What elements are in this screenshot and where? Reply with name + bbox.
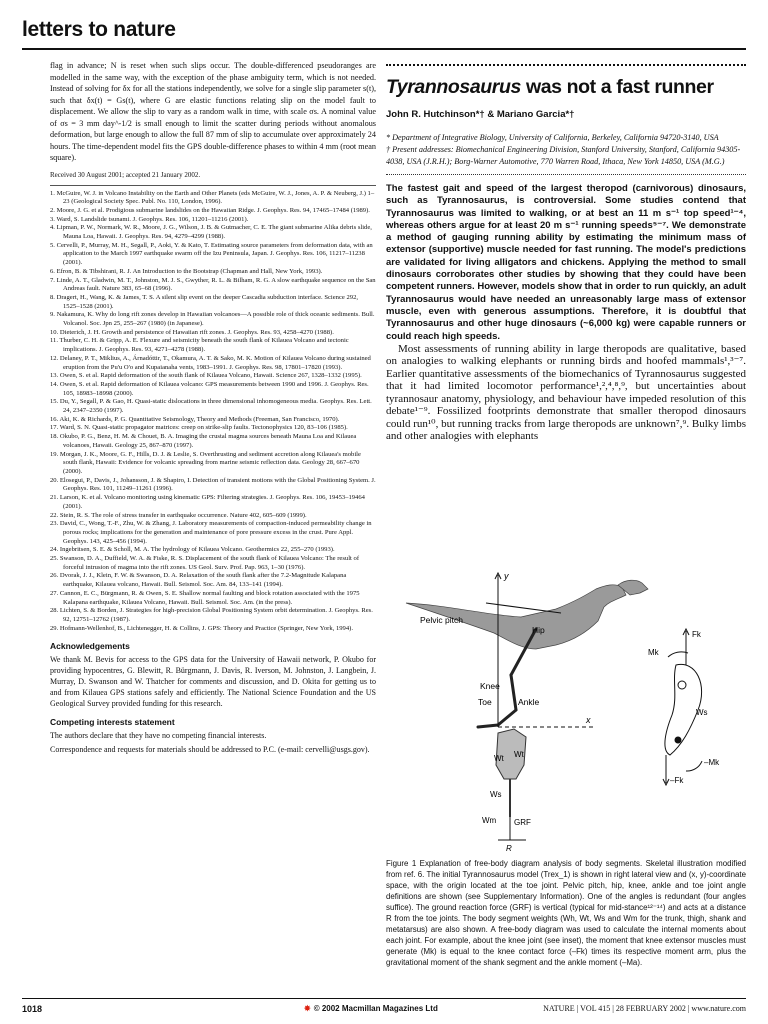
title-rest: was not a fast runner — [520, 76, 714, 98]
affiliation-2: † Present addresses: Biomechanical Engineering Division, Stanford University, Stanford, California 94305-4038, USA (J.R.H.); Borg-Warner Automotive, 770 Warren Road, Ithaca, New York 14850, USA (M.G.) — [386, 145, 741, 166]
competing-interests-text: The authors declare that they have no competing financial interests. — [50, 731, 267, 741]
label-grf: GRF — [514, 818, 531, 827]
reference-item: 1. McGuire, W. J. in Volcano Instability on the Earth and Other Planets (eds McGuire, W. J., Jones, A. P. & Neuberg, J.) 1–23 (Geological Society Spec. Publ. No. 110, London, 1996). — [50, 189, 375, 206]
left-column — [50, 60, 376, 758]
reference-item: 6. Efron, B. & Tibshirani, R. J. An Introduction to the Bootstrap (Chapman and Hall, New York, 1993). — [50, 267, 323, 275]
header-rule — [22, 48, 746, 50]
article-title — [386, 76, 746, 99]
reference-list — [50, 190, 376, 634]
label-wm: Wm — [482, 816, 497, 825]
reference-item: 29. Hofmann-Wellenhof, B., Lichtenegger, H. & Collins, J. GPS: Theory and Practice (Springer, New York, 1994). — [50, 624, 353, 632]
page-footer — [22, 998, 746, 1014]
figure-1-diagram — [386, 565, 746, 855]
reference-item: 5. Cervelli, P., Murray, M. H., Segall, P., Aoki, Y. & Kato, T. Estimating source parameters from deformation data, with an application to the March 1997 earthquake swarm off the Izu Peninsula, Japan. J. Geophys. Res. 106, 11217–11238 (2001). — [50, 241, 373, 267]
label-fk-neg: –Fk — [670, 776, 684, 785]
acknowledgements-section — [50, 641, 376, 755]
reference-item: 3. Ward, S. Landslide tsunami. J. Geophys. Res. 106, 11201–11216 (2001). — [50, 215, 249, 223]
label-ws-inset: Ws — [696, 708, 708, 717]
copyright-notice — [304, 1004, 438, 1013]
label-ankle: Ankle — [518, 697, 540, 707]
reference-item: 13. Owen, S. et al. Rapid deformation of the south flank of Kilauea Volcano, Hawaii. Science 267, 1328–1332 (1995). — [50, 372, 362, 380]
knee-inset — [663, 629, 702, 785]
dotted-rule — [386, 64, 746, 66]
label-wt2: Wt — [514, 750, 524, 759]
label-toe: Toe — [478, 697, 492, 707]
reference-item: 24. Ingebritsen, S. E. & Scholl, M. A. The hydrology of Kilauea Volcano. Geothermics 22, 255–270 (1993). — [50, 546, 335, 554]
reference-item: 8. Dragert, H., Wang, K. & James, T. S. A silent slip event on the deeper Cascadia subduction interface. Science 292, 1525–1528 (2001). — [50, 293, 359, 310]
intro-paragraph: flag in advance; N is reset when such slips occur. The double-differenced pseudoranges are modelled in the same way, with the exception of the phase ambiguity term, which is not needed. Instead of solving for δx for all the stations independently, we solve for a single slip parameter s(t), such that δx(t) = Gs(t), where G are elastic functions relating slip on the model fault to displacement. We allow the slip to vary as a random walk in time, with scale σs. A nominal value of σs = 3 mm day^-1/2 is small enough to limit the scatter during periods without anomalous deformation, but large enough to allow the full 87 mm of slip to accumulate over approximately 24 hours. The time-dependent model fits the GPS double-difference phases to within 4 mm (root mean square). — [50, 61, 376, 162]
body-paragraph: Most assessments of running ability in large theropods are qualitative, based on analogies to walking elephants or running birds and hoofed mammals¹,³⁻⁷. Earlier quantitative assessments of the biomechanics of Tyrannosaurus suggested that it had limited locomotor performance¹,²,⁴,⁸,⁹, but uncertainties about tyrannosaur anatomy, physiology, and behaviour have impeded resolution of this debate¹⁻⁹. Fossilized footprints demonstrate that smaller theropod dinosaurs could run¹⁰, but running tracks from large theropods are unknown⁷,⁹. Bulky limbs and other analogies with elephants — [386, 342, 746, 443]
correspondence-text: Correspondence and requests for materials should be addressed to P.C. (e-mail: cervelli@usgs.gov). — [50, 745, 370, 755]
label-x: x — [586, 715, 591, 725]
acknowledgements-text: We thank M. Bevis for access to the GPS data for the University of Hawaii network, P. Okubo for providing hypocentres, G. Blewitt, R. Bürgmann, J. Davis, R. Iverson, M. Johnston, J. Langbein, J. Murray, D. Swanson and W. Thatcher for comments and discussion, and D. Okita for getting us to and from Kilauea GPS stations safely and efficiently. The National Science Foundation and the US Geological Survey provided funding for this research. — [50, 655, 376, 709]
page-number: 1018 — [22, 1004, 43, 1014]
publisher-logo-icon: ✸ — [304, 1004, 311, 1013]
received-line: Received 30 August 2001; accepted 21 January 2002. — [50, 170, 376, 186]
competing-interests-heading: Competing interests statement — [50, 717, 175, 728]
label-fk: Fk — [692, 630, 701, 639]
reference-item: 12. Delaney, P. T., Miklius, A., Árnadóttir, T., Okamura, A. T. & Sako, M. K. Motion of Kilauea Volcano during sustained eruption from the Pu'u O'o and Kupaianaha vents, 1983–1991. J. Geophys. Res. 98, 17801–17820 (1993). — [50, 354, 371, 371]
label-ws: Ws — [490, 790, 502, 799]
label-hip: Hip — [532, 625, 545, 635]
reference-item: 14. Owen, S. et al. Rapid deformation of Kilauea volcano: GPS measurements between 1990 and 1996. J. Geophys. Res. 105, 18983–18998 (2000). — [50, 380, 369, 397]
reference-item: 18. Okubo, P. G., Benz, H. M. & Chouet, B. A. Imaging the crustal magma sources beneath Mauna Loa and Kilauea volcanoes, Hawaii. Geology 25, 867–870 (1997). — [50, 433, 357, 449]
reference-item: 4. Lipman, P. W., Normark, W. R., Moore, J. G., Wilson, J. B. & Gutmacher, C. E. The giant submarine Alika debris slide, Mauna Loa, Hawaii. J. Geophys. Res. 94, 4279–4299 (1988). — [50, 224, 372, 241]
leg-bones — [478, 629, 536, 727]
reference-item: 11. Thurber, C. H. & Gripp, A. E. Flexure and seismicity beneath the south flank of Kilauea Volcano and tectonic implications. J. Geophys. Res. 93, 4271–4278 (1988). — [50, 337, 349, 354]
reference-item: 26. Dvorak, J. J., Klein, F. W. & Swanson, D. A. Relaxation of the south flank after the 7.2-Magnitude Kalapana earthquake, Kilauea volcano, Hawaii. Bull. Seismol. Soc. Am. 84, 133–141 (1994). — [50, 572, 347, 589]
reference-item: 27. Cannon, E. C., Bürgmann, R. & Owen, S. E. Shallow normal faulting and block rotation associated with the 1975 Kalapana earthquake, Kilauea Volcano, Hawaii. Bull. Seismol. Soc. Am. (in the press). — [50, 589, 360, 606]
label-r: R — [506, 844, 512, 853]
reference-item: 22. Stein, R. S. The role of stress transfer in earthquake occurrence. Nature 402, 605–609 (1999). — [50, 511, 307, 519]
abstract-rule — [386, 174, 746, 175]
reference-item: 28. Lichten, S. & Borden, J. Strategies for high-precision Global Positioning System orbit determination. J. Geophys. Res. 92, 12751–12762 (1987). — [50, 607, 373, 623]
reference-item: 19. Morgan, J. K., Moore, G. F., Hills, D. J. & Leslie, S. Overthrusting and sediment accretion along Kilauea's mobile south flank, Hawaii: Evidence for volcanic spreading from marine seismic reflection data. Geology 28, 667–670 (2000). — [50, 450, 361, 475]
reference-item: 15. Du, Y., Segall, P. & Gao, H. Quasi-static dislocations in three dimensional inhomogeneous media. Geophys. Res. Lett. 24, 2347–2350 (1997). — [50, 398, 372, 415]
reference-item: 21. Larson, K. et al. Volcano monitoring using kinematic GPS: Filtering strategies. J. Geophys. Res. 106, 19453–19464 (2001). — [50, 494, 365, 510]
acknowledgements-heading: Acknowledgements — [50, 641, 130, 652]
label-mk: Mk — [648, 648, 659, 657]
reference-item: 2. Moore, J. G. et al. Prodigious submarine landslides on the Hawaiian Ridge. J. Geophys. Res. 94, 17465–17484 (1989). — [50, 206, 370, 214]
label-knee: Knee — [480, 681, 500, 691]
reference-item: 10. Dieterich, J. H. Growth and persistence of Hawaiian rift zones. J. Geophys. Res. 93, 4258–4270 (1988). — [50, 328, 334, 336]
figure-caption: Figure 1 Explanation of free-body diagram analysis of body segments. Skeletal illustration modified from ref. 6. The initial Tyrannosaurus model (Trex_1) is shown in right lateral view and (x, y)-coordinate space, with the origin located at the toe joint. Pelvic pitch, hip, knee, ankle and toe joint angle definitions are shown (see Supplementary Information). One of the angles is redundant (four angles suffice). The ground reaction force (GRF) is vertical (typical for mid-stance¹²⁻¹⁴) and acts at a distance R from the toe joints. The body segment weights (Wh, Wt, Ws and Wm for the trunk, thigh, shank and metatarsus) are also shown. A free-body diagram was used to calculate the internal moments about each joint. For example, about the knee joint (see inset), the moment that knee extensor muscles must generate (Mk) is equal to the knee contact force (–Fk) times its respective moment arm, plus the gravitational moment of the shank segment and the ankle moment (–Ma). — [386, 859, 746, 967]
label-wt: Wt — [494, 754, 504, 763]
right-column — [386, 60, 746, 443]
abstract: The fastest gait and speed of the largest theropod (carnivorous) dinosaurs, such as Tyrannosaurus, is controversial. Some studies contend that Tyrannosaurus was limited to walking, or at best an 11 m s⁻¹ top speed¹⁻⁴, whereas others argue for at least 20 m s⁻¹ running speeds⁵⁻⁷. We demonstrate a method of gauging running ability by estimating the minimum mass of extensor (supportive) muscle needed for fast running. The model's predictions are validated for living alligators and chickens. Applying the method to small dinosaurs corroborates other studies by showing that they could have been competent runners. However, models show that in order to run quickly, an adult Tyrannosaurus would have needed an unreasonably large mass of extensor muscle, even with generous assumptions. Therefore, it is doubtful that Tyrannosaurus and other huge dinosaurs (~6,000 kg) were capable runners or could reach high speeds. — [386, 183, 746, 342]
reference-item: 7. Linde, A. T., Gladwin, M. T., Johnston, M. J. S., Gwyther, R. L. & Bilham, R. G. A slow earthquake sequence on the San Andreas fault. Nature 383, 65–68 (1996). — [50, 276, 376, 293]
label-mk-neg: –Mk — [704, 758, 720, 767]
reference-item: 20. Elosegui, P., Davis, J., Johansson, J. & Shapiro, I. Detection of transient motions with the Global Positioning System. J. Geophys. Res. 101, 11249–11261 (1996). — [50, 476, 376, 493]
label-y: y — [504, 571, 509, 581]
reference-item: 25. Swanson, D. A., Duffield, W. A. & Fiske, R. S. Displacement of the south flank of Kilauea Volcano: The result of forceful intrusion of magma into the rift zones. US Geol. Surv. Prof. Pap. 963, 1–30 (1976). — [50, 555, 360, 571]
title-italic: Tyrannosaurus — [386, 76, 521, 98]
reference-item: 9. Nakamura, K. Why do long rift zones develop in Hawaiian volcanoes—A possible role of thick oceanic sediments. Bull. Volcanol. Soc. Jpn 25, 255–267 (1980) (in Japanese). — [50, 311, 375, 328]
label-pelvic-pitch: Pelvic pitch — [420, 615, 463, 625]
reference-item: 17. Ward, S. N. Quasi-static propagator matrices: creep on strike-slip faults. Tectonophysics 120, 83–106 (1985). — [50, 424, 348, 432]
lower-skeleton — [496, 729, 526, 817]
reference-item: 23. David, C., Wong, T.-F., Zhu, W. & Zhang, J. Laboratory measurements of compaction-induced permeability change in porous rocks; implications for the generation and maintenance of pore pressure excess in the crust. Pure Appl. Geophys. 143, 425–456 (1994). — [50, 520, 372, 545]
copyright-text: © 2002 Macmillan Magazines Ltd — [313, 1004, 438, 1013]
journal-citation: NATURE | VOL 415 | 28 FEBRUARY 2002 | www.nature.com — [543, 1004, 746, 1013]
author-line: John R. Hutchinson*† & Mariano Garcia*† — [386, 109, 575, 120]
section-header: letters to nature — [22, 18, 176, 41]
affiliation-1: * Department of Integrative Biology, University of California, Berkeley, California 94720-3140, USA — [386, 133, 719, 142]
reference-item: 16. Aki, K. & Richards, P. G. Quantitative Seismology, Theory and Methods (Freeman, San Francisco, 1970). — [50, 415, 340, 423]
